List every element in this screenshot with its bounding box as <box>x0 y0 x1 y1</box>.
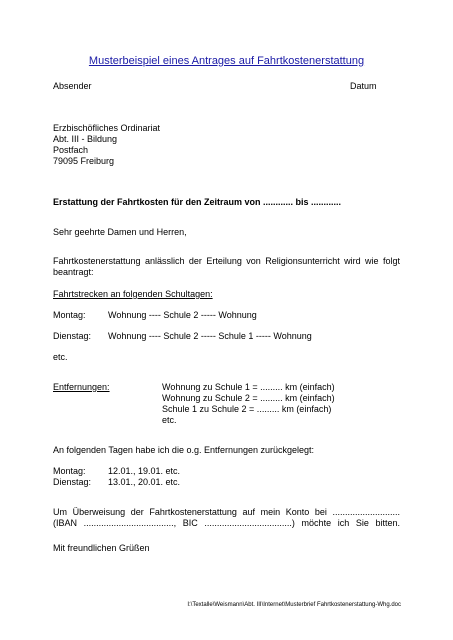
days-tuesday-dates: 13.01., 20.01. etc. <box>108 477 181 487</box>
recipient-line-1: Erzbischöfliches Ordinariat <box>53 123 161 133</box>
days-monday-label: Montag: <box>53 466 86 476</box>
intro-line-2: beantragt: <box>53 267 94 277</box>
subject-line: Erstattung der Fahrtkosten für den Zeitraum von ............ bis ............ <box>53 197 342 207</box>
closing: Mit freundlichen Grüßen <box>53 543 150 553</box>
distance-row-3: Schule 1 zu Schule 2 = ......... km (einfach) <box>162 404 332 414</box>
days-heading: An folgenden Tagen habe ich die o.g. Entfernungen zurückgelegt: <box>53 445 315 455</box>
distances-etc: etc. <box>162 415 177 425</box>
transfer-line-1: Um Überweisung der Fahrtkostenerstattung auf mein Konto bei ........................... <box>53 507 400 517</box>
recipient-line-3: Postfach <box>53 145 89 155</box>
days-tuesday-label: Dienstag: <box>53 477 92 487</box>
footer-file-path: I:\Textalle\Weismann\Abt. III\Internet\Musterbrief Fahrtkostenerstattung-Whg.doc <box>187 602 401 608</box>
routes-etc: etc. <box>53 352 68 362</box>
document-title: Musterbeispiel eines Antrages auf Fahrtkostenerstattung <box>88 55 365 67</box>
intro-line-1: Fahrtkostenerstattung anlässlich der Erteilung von Religionsunterricht wird wie folgt <box>53 256 400 266</box>
routes-monday-route: Wohnung ---- Schule 2 ----- Wohnung <box>108 310 257 320</box>
salutation: Sehr geehrte Damen und Herren, <box>53 227 187 237</box>
routes-tuesday-route: Wohnung ---- Schule 2 ----- Schule 1 ----- Wohnung <box>108 331 312 341</box>
routes-monday-label: Montag: <box>53 310 86 320</box>
date-label: Datum <box>350 81 377 91</box>
distance-row-2: Wohnung zu Schule 2 = ......... km (einfach) <box>162 393 335 403</box>
distance-row-1: Wohnung zu Schule 1 = ......... km (einfach) <box>162 382 335 392</box>
routes-tuesday-label: Dienstag: <box>53 331 92 341</box>
recipient-line-2: Abt. III - Bildung <box>53 134 118 144</box>
recipient-line-4: 79095 Freiburg <box>53 156 115 166</box>
transfer-line-2: (IBAN ...................................., BIC ...................................) möchte ich Sie bitten. <box>53 518 400 528</box>
sender-label: Absender <box>53 81 92 91</box>
distances-label: Entfernungen: <box>53 382 110 392</box>
days-monday-dates: 12.01., 19.01. etc. <box>108 466 181 476</box>
routes-heading: Fahrtstrecken an folgenden Schultagen: <box>53 289 213 299</box>
